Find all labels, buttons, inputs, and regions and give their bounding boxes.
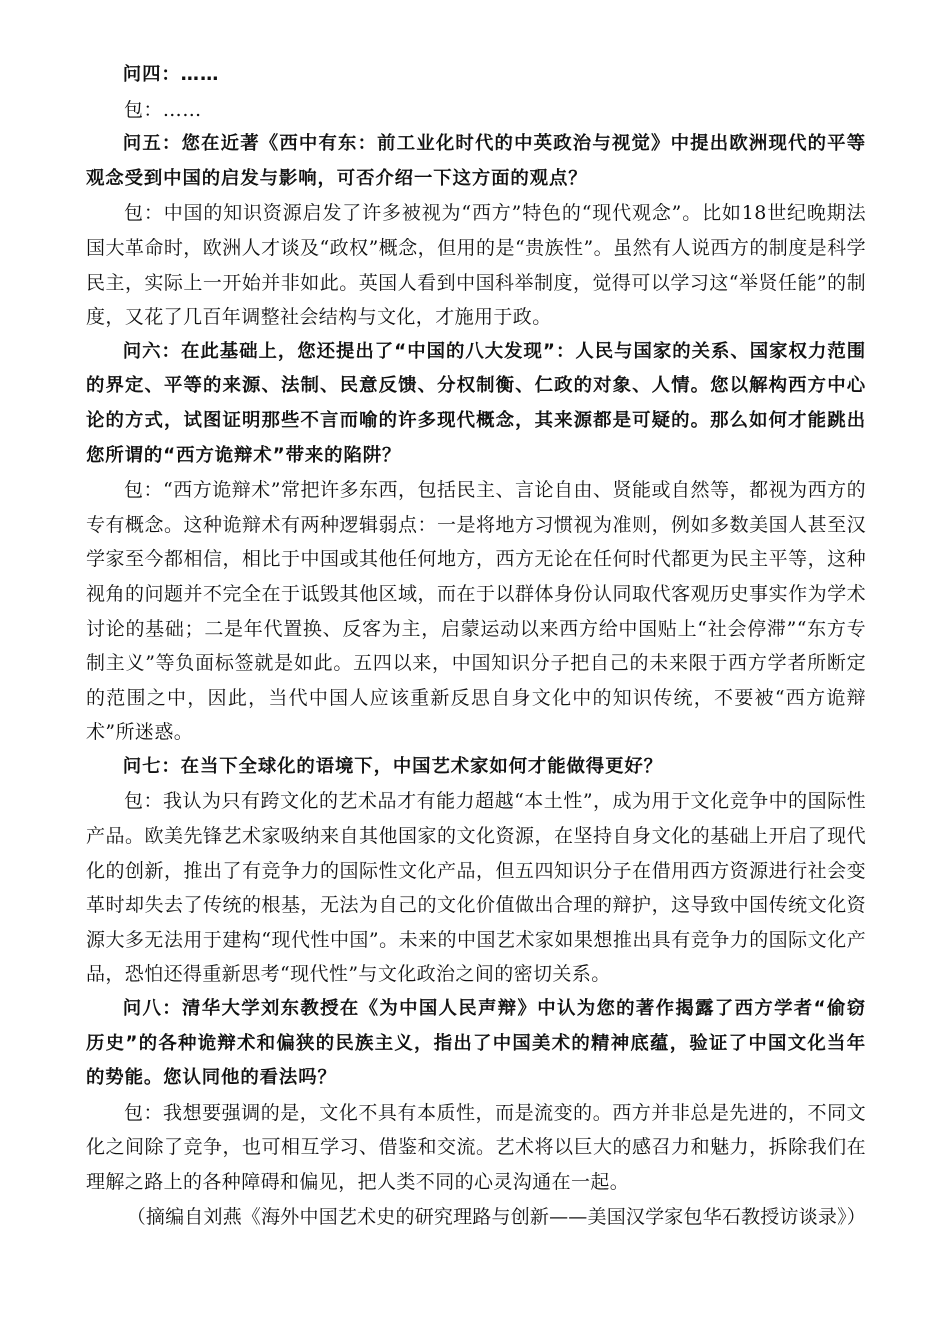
question-7: 问七：在当下全球化的语境下，中国艺术家如何才能做得更好？ [122,755,663,777]
question-5: 问五：您在近著《西中有东：前工业化时代的中英政治与视觉》中提出欧洲现代的平等观念受到中国的启发与影响，可否介绍一下这方面的观点？ [86,133,866,189]
answer-5: 包：中国的知识资源启发了许多被视为“西方”特色的“现代观念”。比如18世纪晚期法国大革命时，欧洲人才谈及“政权”概念，但用的是“贵族性”。虽然有人说西方的制度是科学民主，实际上一开始并非如此。英国人看到中国科举制度，觉得可以学习这“举贤任能”的制度，又花了几百年调整社会结构与文化，才施用于政。 [86,202,866,329]
question-6: 问六：在此基础上，您还提出了“中国的八大发现”：人民与国家的关系、国家权力范围的界定、平等的来源、法制、民意反馈、分权制衡、仁政的对象、人情。您以解构西方中心论的方式，试图证明那些不言而喻的许多现代概念，其来源都是可疑的。那么如何才能跳出您所谓的“西方诡辩术”带来的陷阱？ [86,340,866,466]
source-citation: （摘编自刘燕《海外中国艺术史的研究理路与创新——美国汉学家包华石教授访谈录》） [126,1205,866,1228]
interview-article [86,58,866,1234]
answer-4: 包：…… [124,98,202,121]
question-4: 问四：…… [122,64,220,85]
question-8: 问八：清华大学刘东教授在《为中国人民声辩》中认为您的著作揭露了西方学者“偷窃历史”的各种诡辩术和偏狭的民族主义，指出了中国美术的精神底蕴，验证了中国文化当年的势能。您认同他的看法吗？ [86,998,866,1089]
answer-8: 包：我想要强调的是，文化不具有本质性，而是流变的。西方并非总是先进的，不同文化之间除了竞争，也可相互学习、借鉴和交流。艺术将以巨大的感召力和魅力，拆除我们在理解之路上的各种障碍和偏见，把人类不同的心灵沟通在一起。 [86,1101,866,1193]
answer-6: 包：“西方诡辩术”常把许多东西，包括民主、言论自由、贤能或自然等，都视为西方的专有概念。这种诡辩术有两种逻辑弱点：一是将地方习惯视为准则，例如多数美国人甚至汉学家至今都相信，相比于中国或其他任何地方，西方无论在任何时代都更为民主平等，这种视角的问题并不完全在于诋毁其他区域，而在于以群体身份认同取代客观历史事实作为学术讨论的基础；二是年代置换、反客为主，启蒙运动以来西方给中国贴上“社会停滞”“东方专制主义”等负面标签就是如此。五四以来，中国知识分子把自己的未来限于西方学者所断定的范围之中，因此，当代中国人应该重新反思自身文化中的知识传统，不要被“西方诡辩术”所迷惑。 [86,479,866,744]
answer-7: 包：我认为只有跨文化的艺术品才有能力超越“本土性”，成为用于文化竞争中的国际性产品。欧美先锋艺术家吸纳来自其他国家的文化资源，在坚持自身文化的基础上开启了现代化的创新，推出了有竞争力的国际性文化产品，但五四知识分子在借用西方资源进行社会变革时却失去了传统的根基，无法为自己的文化价值做出合理的辩护，这导致中国传统文化资源大多无法用于建构“现代性中国”。未来的中国艺术家如果想推出具有竞争力的国际文化产品，恐怕还得重新思考“现代性”与文化政治之间的密切关系。 [86,790,866,986]
